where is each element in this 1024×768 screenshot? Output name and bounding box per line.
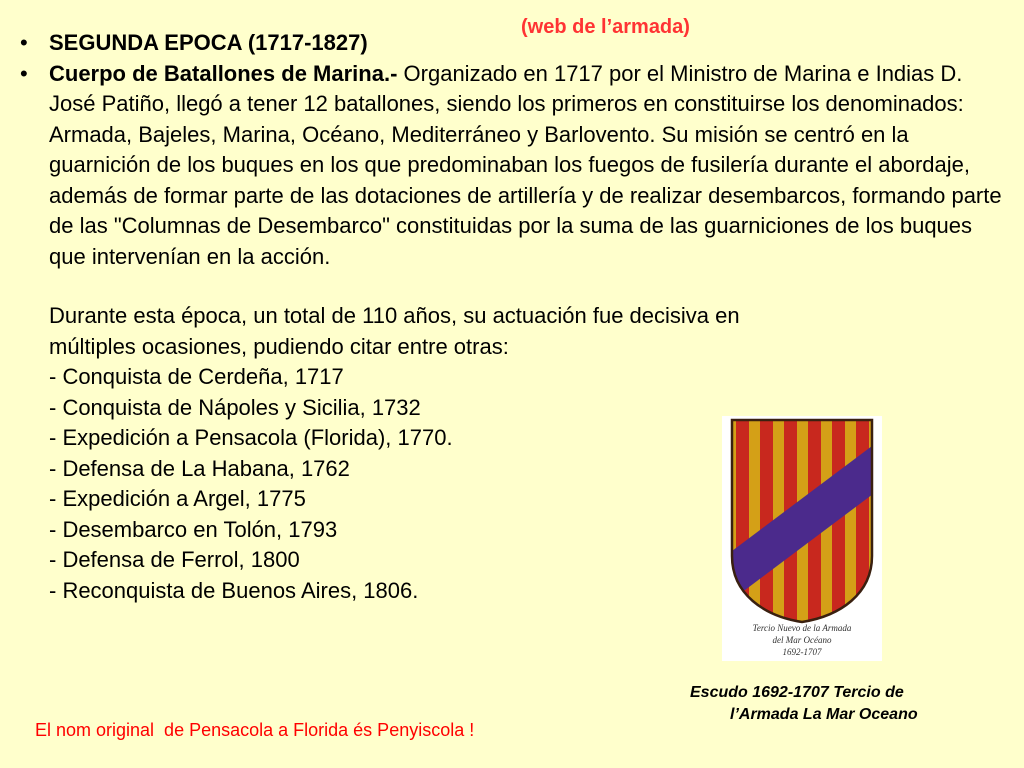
event-item: - Expedición a Argel, 1775 [49, 486, 306, 511]
event-item: - Defensa de Ferrol, 1800 [49, 547, 300, 572]
actions-intro-line1: Durante esta época, un total de 110 años, su actuación fue decisiva en [49, 303, 740, 328]
inscription-line-1: Tercio Nuevo de la Armada [752, 623, 852, 633]
shield-pale [832, 416, 845, 636]
paragraph-spacer [49, 272, 1005, 301]
actions-intro-line2: múltiples ocasiones, pudiendo citar entre otras: [49, 333, 509, 359]
coat-of-arms-image [722, 416, 882, 661]
shield-pale [856, 416, 869, 636]
event-item: - Conquista de Cerdeña, 1717 [49, 364, 344, 389]
shield-icon [722, 416, 882, 661]
description-paragraph: Organizado en 1717 por el Ministro de Marina e Indias D. José Patiño, llegó a tener 12 batallones, siendo los primeros en constituirse los denominados: Armada, Bajeles, Marina, Océano, Mediterráneo y Barlovento. Su misión se centró en la guarnición de los buques en los que predominaban los fuegos de fusilería durante el abordaje, además de formar parte de las dotaciones de artillería y de realizar desembarcos, formando parte de las "Columnas de Desembarco" constituidas por la suma de las guarniciones de los buques que intervenían en la acción. [49, 60, 1002, 269]
bullet-dot-icon: • [20, 30, 28, 55]
image-caption [690, 682, 970, 726]
source-note: (web de l’armada) [521, 16, 690, 38]
event-item: - Desembarco en Tolón, 1793 [49, 516, 338, 542]
section-title: SEGUNDA EPOCA (1717-1827) [49, 30, 368, 55]
subsection-title: Cuerpo de Batallones de Marina.- [49, 60, 398, 86]
caption-line-2: l’Armada La Mar Oceano [730, 706, 918, 723]
event-item: - Defensa de La Habana, 1762 [49, 455, 350, 481]
bullet-item-segunda-epoca [20, 28, 1005, 59]
shield-pale [736, 416, 749, 636]
inscription-line-2: del Mar Océano [772, 635, 832, 645]
event-item: - Reconquista de Buenos Aires, 1806. [49, 577, 419, 603]
footer-note: El nom original de Pensacola a Florida és Penyiscola ! [35, 720, 475, 740]
inscription-line-3: 1692-1707 [782, 647, 822, 657]
event-item: - Conquista de Nápoles y Sicilia, 1732 [49, 394, 421, 420]
caption-line-1: Escudo 1692-1707 Tercio de [690, 684, 904, 701]
event-item: - Expedición a Pensacola (Florida), 1770. [49, 425, 453, 450]
bullet-dot-icon: • [20, 60, 28, 86]
